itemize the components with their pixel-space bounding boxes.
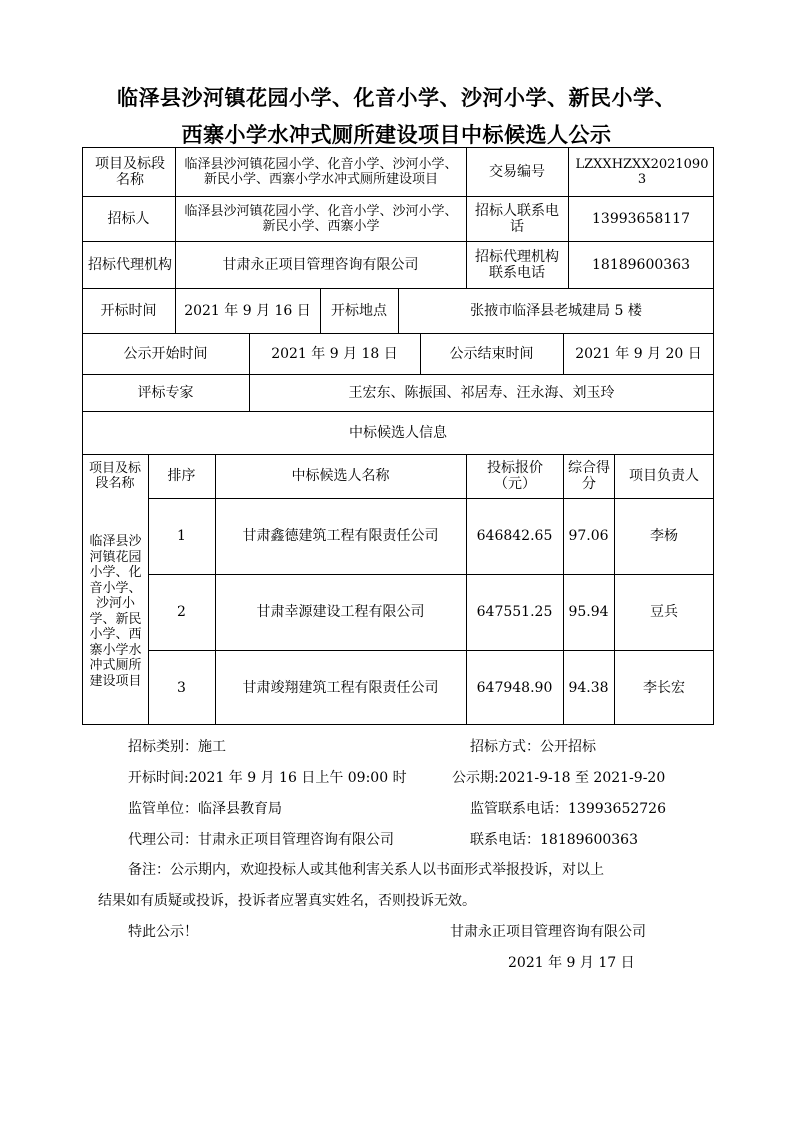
signer: 甘肃永正项目管理咨询有限公司	[450, 924, 646, 940]
candidates-header: 中标候选人信息	[349, 424, 447, 441]
supervisor-phone: 监管联系电话：13993652726	[470, 801, 666, 817]
open-place-label: 开标地点	[331, 302, 387, 319]
cand-manager: 李杨	[650, 528, 678, 544]
open-place-value: 张掖市临泽县老城建局 5 楼	[470, 302, 642, 319]
publicity-period: 公示期:2021-9-18 至 2021-9-20	[452, 770, 666, 786]
sign-date: 2021 年 9 月 17 日	[508, 955, 635, 971]
bid-type: 招标类别：施工	[128, 739, 226, 755]
open-time-label: 开标时间	[100, 302, 157, 319]
cand-col-name: 中标候选人名称	[291, 468, 390, 484]
experts-label: 评标专家	[137, 384, 194, 401]
cand-rank: 1	[177, 528, 186, 544]
closing-text: 特此公示！	[128, 924, 198, 940]
tenderer-value: 临泽县沙河镇花园小学、化音小学、沙河小学、新民小学、西寨小学	[184, 203, 458, 234]
cand-project-value: 临泽县沙河镇花园小学、化音小学、沙河小学、新民小学、西寨小学水冲式厕所建设项目	[89, 534, 142, 689]
bid-method: 招标方式：公开招标	[470, 739, 596, 755]
cand-score: 95.94	[568, 604, 609, 620]
notice-title-line2: 西寨小学水冲式厕所建设项目中标候选人公示	[181, 123, 612, 147]
agency-value: 甘肃永正项目管理咨询有限公司	[222, 256, 419, 273]
cand-rank: 3	[177, 679, 186, 696]
tenderer-phone-value: 13993658117	[592, 210, 690, 227]
cand-name: 甘肃幸源建设工程有限公司	[256, 604, 425, 620]
cand-name: 甘肃鑫德建筑工程有限责任公司	[242, 528, 439, 544]
cand-price: 646842.65	[476, 528, 553, 544]
agency-phone-value: 18189600363	[592, 256, 690, 273]
cand-col-score: 综合得分	[568, 460, 610, 492]
agent-phone: 联系电话：18189600363	[470, 832, 638, 848]
cand-name: 甘肃竣翔建筑工程有限责任公司	[242, 679, 439, 696]
pub-end-value: 2021 年 9 月 20 日	[575, 345, 702, 362]
agency-phone-label: 招标代理机构联系电话	[475, 248, 559, 281]
cand-manager: 豆兵	[650, 604, 678, 620]
supervisor: 监管单位：临泽县教育局	[128, 801, 282, 817]
open-time-footer: 开标时间:2021 年 9 月 16 日上午 09:00 时	[128, 770, 407, 786]
project-name-value: 临泽县沙河镇花园小学、化音小学、沙河小学、新民小学、西寨小学水冲式厕所建设项目	[184, 156, 458, 187]
agency-label: 招标代理机构	[88, 256, 172, 273]
trade-no-label: 交易编号	[489, 163, 545, 180]
agent-company: 代理公司：甘肃永正项目管理咨询有限公司	[128, 832, 394, 848]
cand-price: 647551.25	[476, 604, 553, 620]
cand-score: 94.38	[568, 679, 609, 696]
project-name-label: 项目及标段名称	[95, 155, 165, 188]
trade-no-value: LZXXHZXX20210903	[575, 156, 709, 187]
cand-col-rank: 排序	[167, 468, 196, 484]
tenderer-phone-label: 招标人联系电话	[475, 202, 559, 235]
cand-rank: 2	[177, 604, 186, 620]
open-time-value: 2021 年 9 月 16 日	[184, 302, 311, 319]
pub-end-label: 公示结束时间	[449, 345, 534, 362]
cand-col-manager: 项目负责人	[629, 468, 699, 484]
cand-col-price: 投标报价（元）	[487, 460, 543, 492]
tenderer-label: 招标人	[107, 210, 150, 227]
pub-start-label: 公示开始时间	[123, 345, 208, 362]
cand-manager: 李长宏	[643, 679, 685, 696]
experts-value: 王宏东、陈振国、祁居寿、汪永海、刘玉玲	[348, 384, 615, 401]
cand-score: 97.06	[568, 528, 609, 544]
notice-title-line1: 临泽县沙河镇花园小学、化音小学、沙河小学、新民小学、	[117, 86, 676, 110]
pub-start-value: 2021 年 9 月 18 日	[271, 345, 398, 362]
cand-price: 647948.90	[476, 679, 553, 696]
note-line2: 结果如有质疑或投诉，投诉者应署真实姓名，否则投诉无效。	[98, 893, 476, 909]
cand-col-project: 项目及标段名称	[88, 461, 141, 491]
note-line1: 备注：公示期内，欢迎投标人或其他利害关系人以书面形式举报投诉，对以上	[128, 862, 604, 878]
